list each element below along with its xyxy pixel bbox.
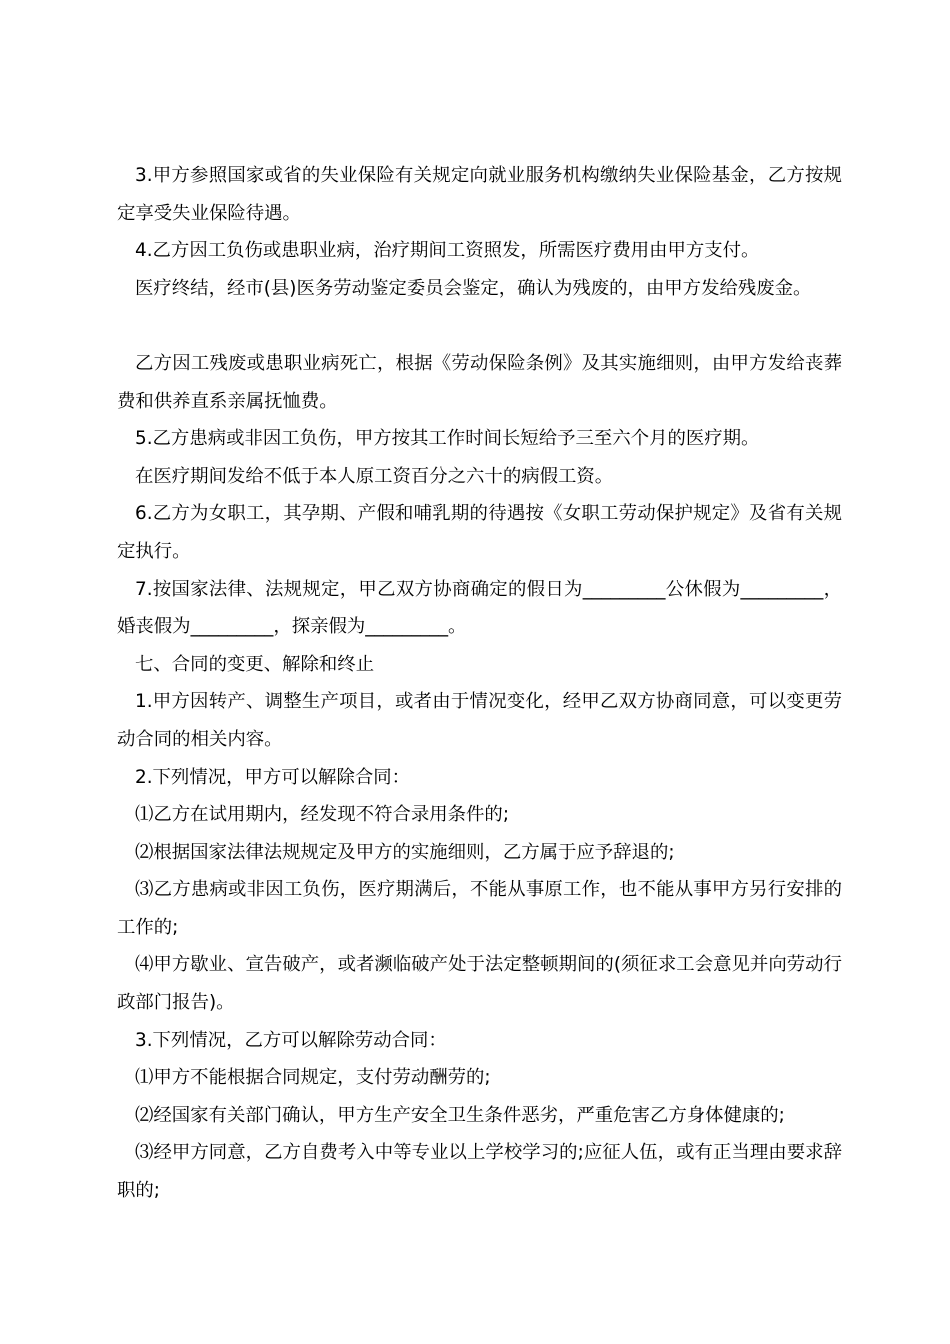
paragraph-employee-termination: 3.下列情况，乙方可以解除劳动合同：	[135, 1029, 447, 1051]
paragraph-disability-pay: 医疗终结，经市(县)医务劳动鉴定委员会鉴定，确认为残废的，由甲方发给残废金。	[135, 277, 812, 299]
paragraph-contract-modification: 1.甲方因转产、调整生产项目，或者由于情况变化，经甲乙双方协商同意，可以变更劳动合同的相关内容。	[117, 691, 842, 750]
list-item-dismissal: ⑵根据国家法律法规规定及甲方的实施细则，乙方属于应予辞退的;	[135, 841, 675, 863]
list-item-bankruptcy: ⑷甲方歇业、宣告破产，或者濒临破产处于法定整顿期间的(须征求工会意见并向劳动行政部门报告)。	[117, 954, 842, 1014]
list-item-unpaid-wages: ⑴甲方不能根据合同规定，支付劳动酬劳的;	[135, 1067, 491, 1089]
list-item-illness: ⑶乙方患病或非因工负伤，医疗期满后，不能从事原工作，也不能从事甲方另行安排的工作的;	[117, 879, 842, 938]
paragraph-sick-pay: 在医疗期间发给不低于本人原工资百分之六十的病假工资。	[135, 465, 614, 487]
paragraph-female-workers: 6.乙方为女职工，其孕期、产假和哺乳期的待遇按《女职工劳动保护规定》及省有关规定执行。	[117, 503, 842, 562]
document-body	[117, 157, 842, 1210]
paragraph-employer-termination: 2.下列情况，甲方可以解除合同：	[135, 766, 411, 788]
list-item-probation: ⑴乙方在试用期内，经发现不符合录用条件的;	[135, 804, 510, 826]
section-heading-contract-change: 七、合同的变更、解除和终止	[135, 653, 375, 675]
paragraph-holidays: 7.按国家法律、法规规定，甲乙双方协商确定的假日为_________公休假为_________，婚丧假为_________，探亲假为_________。	[117, 578, 842, 638]
paragraph-work-injury: 4.乙方因工负伤或患职业病，治疗期间工资照发，所需医疗费用由甲方支付。	[135, 240, 760, 262]
list-item-further-study: ⑶经甲方同意，乙方自费考入中等专业以上学校学习的;应征人伍，或有正当理由要求辞职的;	[117, 1142, 842, 1202]
paragraph-death-benefits: 乙方因工残废或患职业病死亡，根据《劳动保险条例》及其实施细则，由甲方发给丧葬费和供养直系亲属抚恤费。	[117, 352, 842, 412]
blank-line	[117, 307, 842, 345]
paragraph-unemployment-insurance: 3.甲方参照国家或省的失业保险有关规定向就业服务机构缴纳失业保险基金，乙方按规定享受失业保险待遇。	[117, 165, 842, 224]
paragraph-medical-period: 5.乙方患病或非因工负伤，甲方按其工作时间长短给予三至六个月的医疗期。	[135, 428, 760, 450]
list-item-unsafe-conditions: ⑵经国家有关部门确认，甲方生产安全卫生条件恶劣，严重危害乙方身体健康的;	[135, 1104, 785, 1126]
